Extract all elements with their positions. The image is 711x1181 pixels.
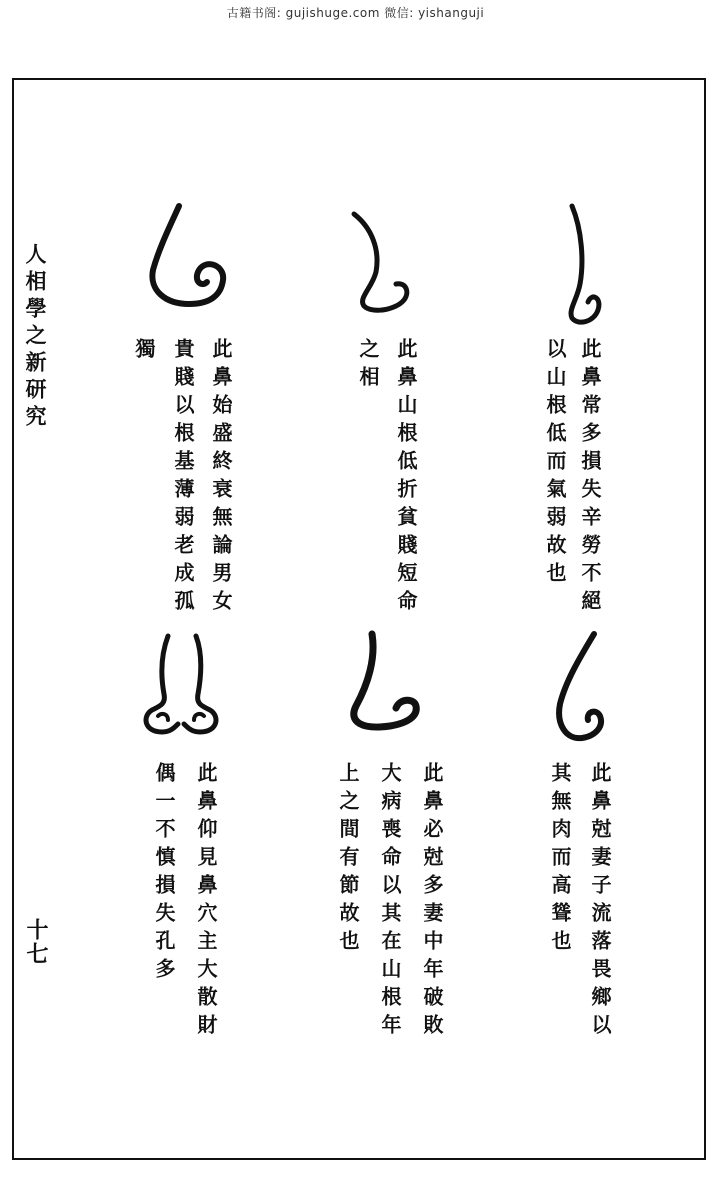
entry-5-line-1: 此鼻必尅多妻中年破敗 xyxy=(420,762,444,1042)
entry-3-line-3: 獨 xyxy=(132,338,156,366)
entry-3-line-2: 貴賤以根基薄弱老成孤 xyxy=(171,338,195,618)
entry-3-line-1: 此鼻始盛終衰無論男女 xyxy=(209,338,233,618)
entry-2-line-1: 此鼻山根低折貧賤短命 xyxy=(394,338,418,618)
nose-illustration-3 xyxy=(145,200,235,320)
entry-1-line-1: 此鼻常多損失辛勞不絕 xyxy=(578,338,602,618)
entry-6-line-2: 偶一不慎損失孔多 xyxy=(152,762,176,986)
entry-5-line-3: 上之間有節故也 xyxy=(336,762,360,958)
entry-4-line-2: 其無肉而高聳也 xyxy=(548,762,572,958)
entry-5-line-2: 大病喪命以其在山根年 xyxy=(378,762,402,1042)
nose-illustration-1 xyxy=(560,200,620,330)
nose-illustration-5 xyxy=(338,628,428,738)
entry-4-line-1: 此鼻尅妻子流落畏鄉以 xyxy=(588,762,612,1042)
nose-illustration-6 xyxy=(138,632,224,742)
book-side-title: 人相學之新研究 xyxy=(23,243,48,432)
entry-6-line-1: 此鼻仰見鼻穴主大散財 xyxy=(194,762,218,1042)
nose-illustration-2 xyxy=(350,210,430,320)
entry-2-line-2: 之相 xyxy=(356,338,380,394)
nose-illustration-4 xyxy=(548,628,618,748)
entry-1-line-2: 以山根低而氣弱故也 xyxy=(543,338,567,590)
watermark-text: 古籍书阁: gujishuge.com 微信: yishanguji xyxy=(226,6,485,20)
page-number: 十七 xyxy=(23,918,49,966)
